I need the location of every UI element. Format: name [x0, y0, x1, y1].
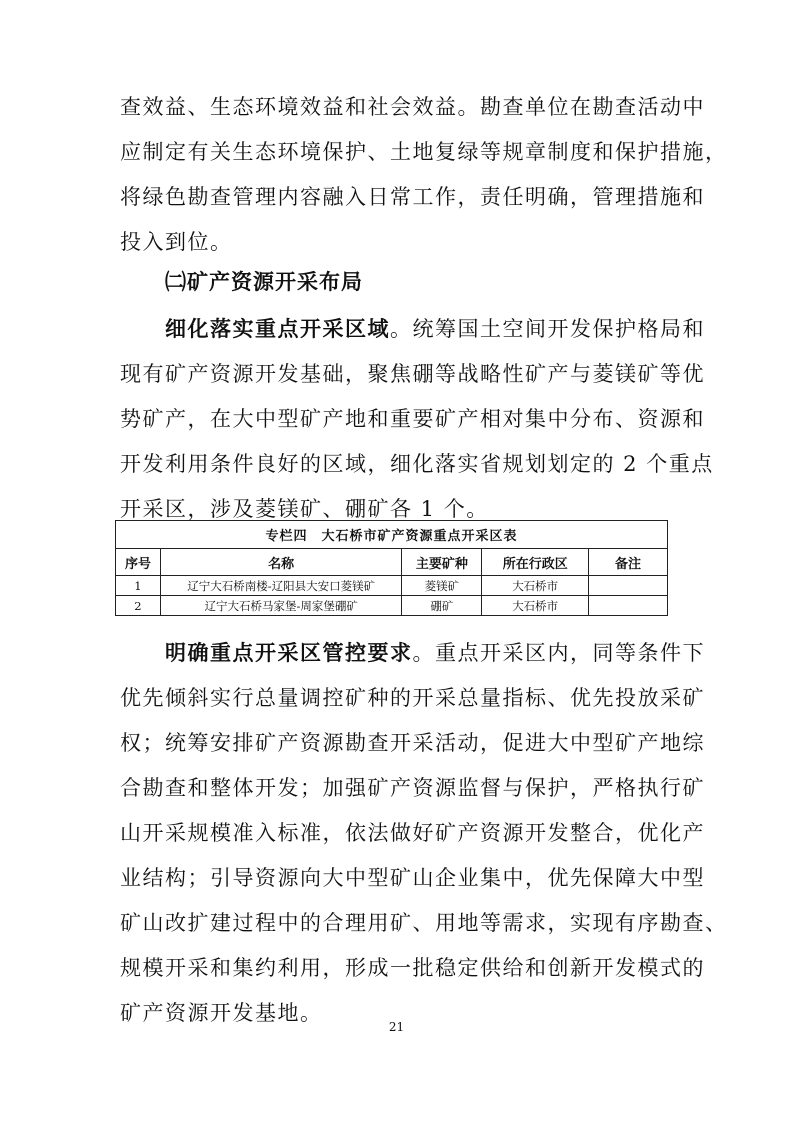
- key-mining-area-table: [115, 520, 668, 616]
- text-line: 矿山改扩建过程中的合理用矿、用地等需求，实现有序勘查、: [120, 911, 728, 935]
- text-line: 合勘查和整体开发；加强矿产资源监督与保护，严格执行矿: [120, 776, 705, 800]
- table-cell: 1: [116, 576, 161, 596]
- paragraph-text: 。统筹国土空间开发保护格局和: [390, 317, 705, 341]
- section-heading: ㈡矿产资源开采布局: [165, 269, 363, 294]
- table-row: [116, 576, 668, 596]
- column-header: 序号: [116, 549, 161, 576]
- text-line: 权；统筹安排矿产资源勘查开采活动，促进大中型矿产地综: [120, 731, 705, 755]
- table-cell: 2: [116, 596, 161, 616]
- text-line: 优先倾斜实行总量调控矿种的开采总量指标、优先投放采矿: [120, 686, 705, 710]
- table-row: [116, 596, 668, 616]
- paragraph-lead: 明确重点开采区管控要求: [165, 640, 413, 665]
- paragraph-lead: 细化落实重点开采区域: [165, 316, 390, 341]
- text-line: [165, 314, 705, 344]
- text-line: 将绿色勘查管理内容融入日常工作，责任明确，管理措施和: [120, 185, 705, 209]
- text-line: 业结构；引导资源向大中型矿山企业集中，优先保障大中型: [120, 866, 705, 890]
- table-caption: 专栏四 大石桥市矿产资源重点开采区表: [116, 521, 668, 549]
- table-cell: 硼矿: [402, 596, 482, 616]
- table-cell: 大石桥市: [482, 576, 589, 596]
- text-line: 规模开采和集约利用，形成一批稳定供给和创新开发模式的: [120, 956, 705, 980]
- column-header: 所在行政区: [482, 549, 589, 576]
- table-cell: [589, 596, 668, 616]
- table-cell: 辽宁大石桥马家堡-周家堡硼矿: [160, 596, 402, 616]
- table-cell: 辽宁大石桥南楼-辽阳县大安口菱镁矿: [160, 576, 402, 596]
- text-line: [165, 638, 705, 668]
- text-line: 矿产资源开发基地。: [120, 1001, 323, 1025]
- text-line: 开采区，涉及菱镁矿、硼矿各 1 个。: [120, 497, 489, 521]
- column-header: 名称: [160, 549, 402, 576]
- text-line: 势矿产，在大中型矿产地和重要矿产相对集中分布、资源和: [120, 407, 705, 431]
- table-cell: 菱镁矿: [402, 576, 482, 596]
- page-number: 21: [388, 1020, 405, 1034]
- paragraph-text: 。重点开采区内，同等条件下: [412, 641, 705, 665]
- column-header: 备注: [589, 549, 668, 576]
- table-cell: [589, 576, 668, 596]
- table-cell: 大石桥市: [482, 596, 589, 616]
- text-line: 投入到位。: [120, 230, 233, 254]
- text-line: 现有矿产资源开发基础，聚焦硼等战略性矿产与菱镁矿等优: [120, 362, 705, 386]
- text-line: 开发利用条件良好的区域，细化落实省规划划定的 2 个重点: [120, 452, 714, 476]
- text-line: 山开采规模准入标准，依法做好矿产资源开发整合，优化产: [120, 821, 705, 845]
- text-line: 查效益、生态环境效益和社会效益。勘查单位在勘查活动中: [120, 95, 705, 119]
- text-line: 应制定有关生态环境保护、土地复绿等规章制度和保护措施，: [120, 140, 728, 164]
- column-header: 主要矿种: [402, 549, 482, 576]
